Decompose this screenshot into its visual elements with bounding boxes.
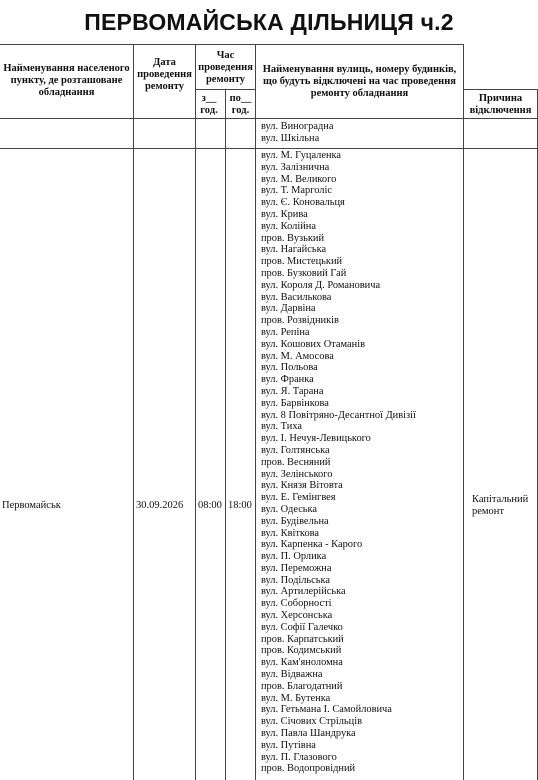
street-item: вул. Виноградна: [261, 121, 334, 132]
header-reason: Причина відключення: [469, 93, 532, 116]
street-item: вул. Крива: [261, 208, 308, 220]
street-item: вул. М. Гуцаленка: [261, 150, 342, 161]
street-item: вул. Тиха: [261, 421, 302, 433]
col-line-5: [463, 44, 464, 780]
street-item: пров. Вузький: [261, 232, 325, 244]
street-item: пров. Кодимський: [261, 645, 342, 657]
street-item: вул. Софії Галечко: [261, 621, 343, 633]
time-to-cell: 18:00: [228, 500, 252, 511]
top-row-streets: [261, 121, 333, 145]
col-line-4: [255, 44, 256, 780]
street-item: вул. Є. Коновальця: [261, 197, 345, 209]
street-item: пров. Бузковий Гай: [261, 267, 347, 279]
street-item: вул. Польова: [261, 362, 318, 374]
street-item: вул. Подільська: [261, 574, 331, 586]
street-item: вул. Я. Тарана: [261, 385, 324, 397]
street-item: вул. Гетьмана І. Самойловича: [261, 704, 392, 716]
street-item: вул. Барвінкова: [261, 397, 329, 409]
header-settlement: Найменування населеного пункту, де розташоване обладнання: [3, 63, 130, 98]
street-item: вул. Херсонська: [261, 610, 333, 622]
street-item: вул. Франка: [261, 374, 314, 386]
col-line-3: [225, 89, 226, 780]
header-date: Дата проведення ремонту: [137, 57, 192, 92]
street-item: пров. Водопровідний: [261, 763, 356, 775]
reason-header-top: [463, 89, 538, 90]
street-item: вул. Залізнична: [261, 161, 330, 173]
street-item: пров. Весняний: [261, 456, 331, 468]
street-item: вул. Карпенка - Карого: [261, 539, 363, 551]
street-item: вул. Т. Марголіс: [261, 185, 332, 197]
streets-list: [261, 150, 416, 775]
date-cell: 30.09.2026: [136, 500, 184, 511]
street-item: пров. Карпатський: [261, 633, 344, 645]
row-divider: [0, 148, 538, 149]
table-border-top: [0, 44, 463, 45]
street-item: пров. Мистецький: [261, 256, 343, 268]
street-item: вул. Квіткова: [261, 527, 320, 539]
street-item: вул. Павла Шандрука: [261, 728, 356, 740]
header-time-to: по__ год.: [229, 93, 252, 116]
settlement-cell: Первомайськ: [2, 500, 61, 511]
street-item: вул. П. Глазового: [261, 751, 337, 763]
street-item: вул. Путівна: [261, 739, 316, 751]
street-item: вул. Князя Вітовта: [261, 480, 343, 492]
page-title: ПЕРВОМАЙСЬКА ДІЛЬНИЦЯ ч.2: [84, 9, 454, 35]
street-item: вул. 8 Повітряно-Десантної Дивізії: [261, 409, 416, 421]
header-time-group: Час проведення ремонту: [198, 50, 253, 85]
street-item: вул. Зелінського: [261, 468, 333, 480]
street-item: вул. Соборності: [261, 598, 332, 610]
street-item: вул. Відважна: [261, 669, 323, 681]
outage-table: [0, 44, 538, 780]
street-item: вул. І. Нечуя-Левицького: [261, 433, 371, 445]
street-item: вул. Репіна: [261, 326, 310, 338]
street-item: вул. Січових Стрільців: [261, 716, 362, 728]
street-item: пров. Благодатний: [261, 680, 343, 692]
street-item: вул. Нагайська: [261, 244, 327, 256]
street-item: вул. Е. Гемінгвея: [261, 492, 336, 504]
street-item: вул. М. Бутенка: [261, 692, 331, 704]
reason-cell: Капітальний ремонт: [472, 494, 529, 517]
header-bottom: [0, 118, 538, 119]
street-item: вул. Шкільна: [261, 132, 320, 144]
time-from-cell: 08:00: [198, 500, 222, 511]
street-item: вул. Дарвіна: [261, 303, 316, 315]
street-item: вул. Переможна: [261, 562, 332, 574]
street-item: вул. М. Великого: [261, 173, 337, 185]
street-item: вул. Василькова: [261, 291, 332, 303]
street-item: пров. Розвідників: [261, 315, 339, 327]
street-item: вул. Голтянська: [261, 444, 330, 456]
col-line-1: [133, 44, 134, 780]
street-item: вул. Колійна: [261, 220, 316, 232]
street-item: вул. Короля Д. Романовича: [261, 279, 381, 291]
street-item: вул. Будівельна: [261, 515, 329, 527]
street-item: вул. Артилерійська: [261, 586, 346, 598]
street-item: вул. Кошових Отаманів: [261, 338, 365, 350]
col-line-2: [195, 44, 196, 780]
street-item: вул. Одеська: [261, 503, 318, 515]
header-time-from: з__ год.: [200, 93, 218, 116]
street-item: вул. Кам'яноломна: [261, 657, 343, 669]
street-item: вул. М. Амосова: [261, 350, 334, 362]
street-item: вул. П. Орлика: [261, 551, 327, 563]
header-streets: Найменування вулиць, номеру будинків, що будуть відключені на час проведення ремонту обладнання: [262, 64, 457, 99]
